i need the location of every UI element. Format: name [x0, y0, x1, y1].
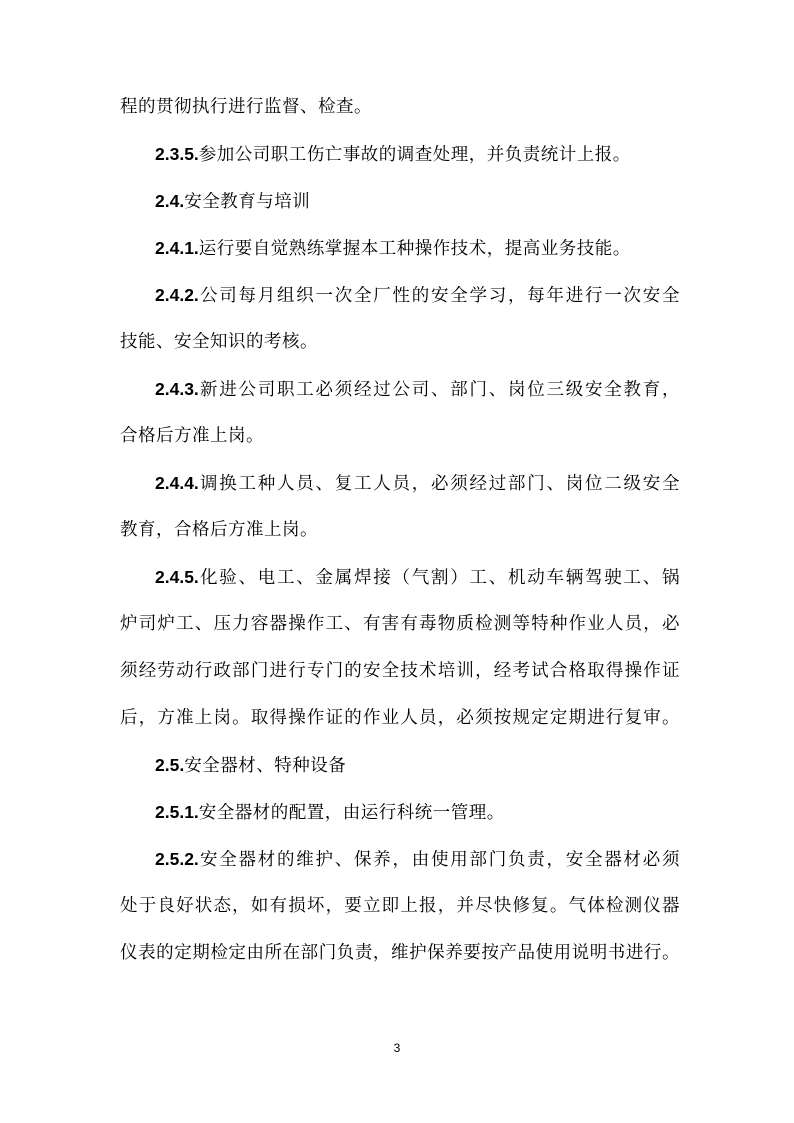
- line-text: 安全器材的维护、保养，由使用部门负责，安全器材必须: [198, 850, 680, 870]
- text-line: [120, 330, 680, 354]
- text-line: [120, 941, 680, 965]
- line-text: 参加公司职工伤亡事故的调查处理，并负责统计上报。: [198, 145, 631, 165]
- section-number: 2.5.1.: [155, 802, 199, 822]
- section-paragraph: [155, 471, 680, 496]
- line-text: 仪表的定期检定由所在部门负责，维护保养要按产品使用说明书进行。: [120, 943, 680, 963]
- section-paragraph: [155, 800, 680, 825]
- line-text: 新进公司职工必须经过公司、部门、岗位三级安全教育，: [198, 380, 680, 400]
- line-text: 公司每月组织一次全厂性的安全学习，每年进行一次安全: [198, 286, 680, 306]
- section-number: 2.4.: [155, 191, 185, 211]
- line-text: 调换工种人员、复工人员，必须经过部门、岗位二级安全: [198, 474, 680, 494]
- line-text: 安全器材的配置，由运行科统一管理。: [198, 803, 505, 823]
- section-number: 2.4.4.: [155, 473, 199, 493]
- line-text: 技能、安全知识的考核。: [120, 332, 318, 352]
- section-paragraph: [155, 847, 680, 872]
- text-line: [120, 612, 680, 636]
- line-text: 炉司炉工、压力容器操作工、有害有毒物质检测等特种作业人员，必: [120, 614, 680, 634]
- line-text: 须经劳动行政部门进行专门的安全技术培训，经考试合格取得操作证: [120, 661, 680, 681]
- section-number: 2.3.5.: [155, 144, 199, 164]
- section-number: 2.4.3.: [155, 379, 199, 399]
- section-paragraph: [155, 283, 680, 308]
- section-number: 2.4.2.: [155, 285, 199, 305]
- text-line: [120, 706, 680, 730]
- line-text: 运行要自觉熟练掌握本工种操作技术，提高业务技能。: [198, 239, 631, 259]
- line-text: 合格后方准上岗。: [120, 426, 264, 446]
- section-paragraph: [155, 142, 680, 167]
- section-number: 2.4.1.: [155, 238, 199, 258]
- text-line: [120, 659, 680, 683]
- section-number: 2.4.5.: [155, 567, 199, 587]
- text-line: [120, 518, 680, 542]
- section-heading: [155, 753, 680, 778]
- text-line: [120, 95, 680, 119]
- text-line: [120, 424, 680, 448]
- line-text: 处于良好状态，如有损坏，要立即上报，并尽快修复。气体检测仪器: [120, 896, 680, 916]
- line-text: 化验、电工、金属焊接（气割）工、机动车辆驾驶工、锅: [198, 568, 680, 588]
- section-paragraph: [155, 236, 680, 261]
- section-paragraph: [155, 565, 680, 590]
- section-number: 2.5.: [155, 755, 185, 775]
- line-text: 程的贯彻执行进行监督、检查。: [120, 97, 372, 117]
- page-number: 3: [393, 1041, 401, 1055]
- section-number: 2.5.2.: [155, 849, 199, 869]
- line-text: 安全器材、特种设备: [184, 756, 347, 776]
- section-heading: [155, 189, 680, 214]
- line-text: 安全教育与培训: [184, 192, 311, 212]
- line-text: 教育，合格后方准上岗。: [120, 520, 318, 540]
- line-text: 后，方准上岗。取得操作证的作业人员，必须按规定定期进行复审。: [120, 708, 680, 728]
- text-line: [120, 894, 680, 918]
- section-paragraph: [155, 377, 680, 402]
